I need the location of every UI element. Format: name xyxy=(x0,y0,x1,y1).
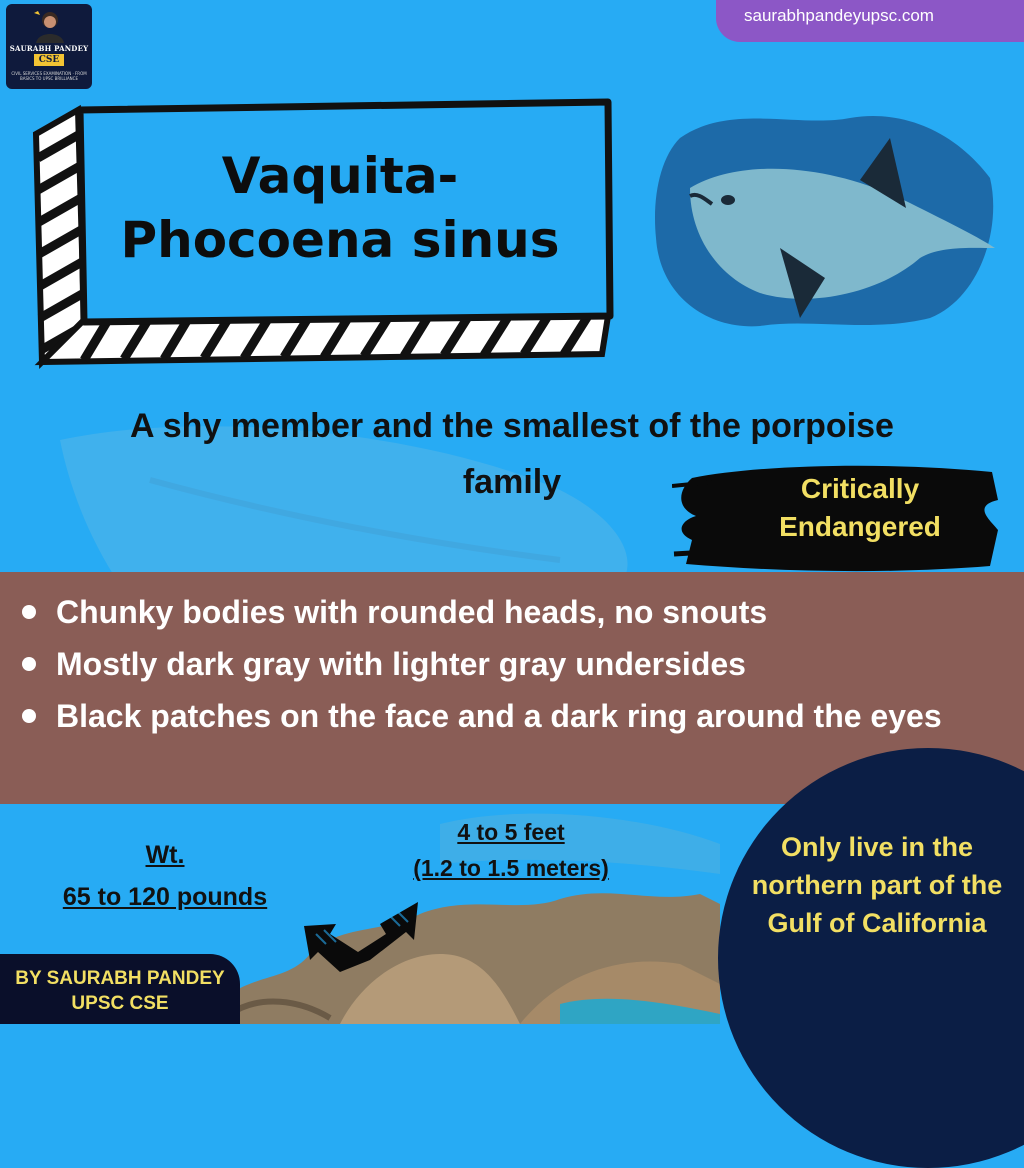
range-line-3: Gulf of California xyxy=(767,908,987,938)
subtitle-line-1: A shy member and the smallest of the porpoise xyxy=(130,407,894,445)
weight-info xyxy=(20,834,310,918)
status-line-2: Endangered xyxy=(779,511,941,542)
range-line-1: Only live in the xyxy=(780,832,974,862)
logo-tagline: CIVIL SERVICES EXAMINATION · FROM BASICS TO UPSC BRILLIANCE xyxy=(11,71,87,81)
credit-line-1: BY SAURABH PANDEY xyxy=(15,968,225,989)
logo-name: SAURABH PANDEY xyxy=(9,44,89,53)
page-title xyxy=(80,144,600,272)
credit-line-2: UPSC CSE xyxy=(71,993,169,1014)
list-item xyxy=(18,690,1018,742)
fact-text: Mostly dark gray with lighter gray undersides xyxy=(56,646,746,682)
logo-badge: CSE xyxy=(34,54,64,66)
website-link[interactable]: saurabhpandeyupsc.com xyxy=(744,6,934,25)
bullet-icon xyxy=(22,709,36,723)
presenter-photo xyxy=(32,9,68,43)
length-line-1: 4 to 5 feet xyxy=(457,819,565,845)
title-line-2: Phocoena sinus xyxy=(120,211,560,269)
double-arrow-icon xyxy=(296,900,426,980)
length-line-2: (1.2 to 1.5 meters) xyxy=(413,855,609,881)
fact-text: Chunky bodies with rounded heads, no snouts xyxy=(56,594,768,630)
bullet-icon xyxy=(22,605,36,619)
facts-list xyxy=(18,586,1018,742)
length-info xyxy=(372,814,650,886)
status-line-1: Critically xyxy=(800,473,920,504)
bullet-icon xyxy=(22,657,36,671)
subtitle-line-2: family xyxy=(462,463,562,501)
list-item xyxy=(18,638,1018,690)
range-line-2: northern part of the xyxy=(751,870,1003,900)
fact-text: Black patches on the face and a dark ring around the eyes xyxy=(56,698,942,734)
title-line-1: Vaquita- xyxy=(221,147,459,205)
list-item xyxy=(18,586,1018,638)
status-badge xyxy=(720,470,1000,546)
vaquita-image xyxy=(650,108,1002,330)
credit xyxy=(0,966,240,1016)
weight-value: 65 to 120 pounds xyxy=(62,883,268,911)
brand-logo[interactable] xyxy=(6,4,92,89)
range-info xyxy=(730,828,1024,942)
weight-label: Wt. xyxy=(145,841,185,869)
